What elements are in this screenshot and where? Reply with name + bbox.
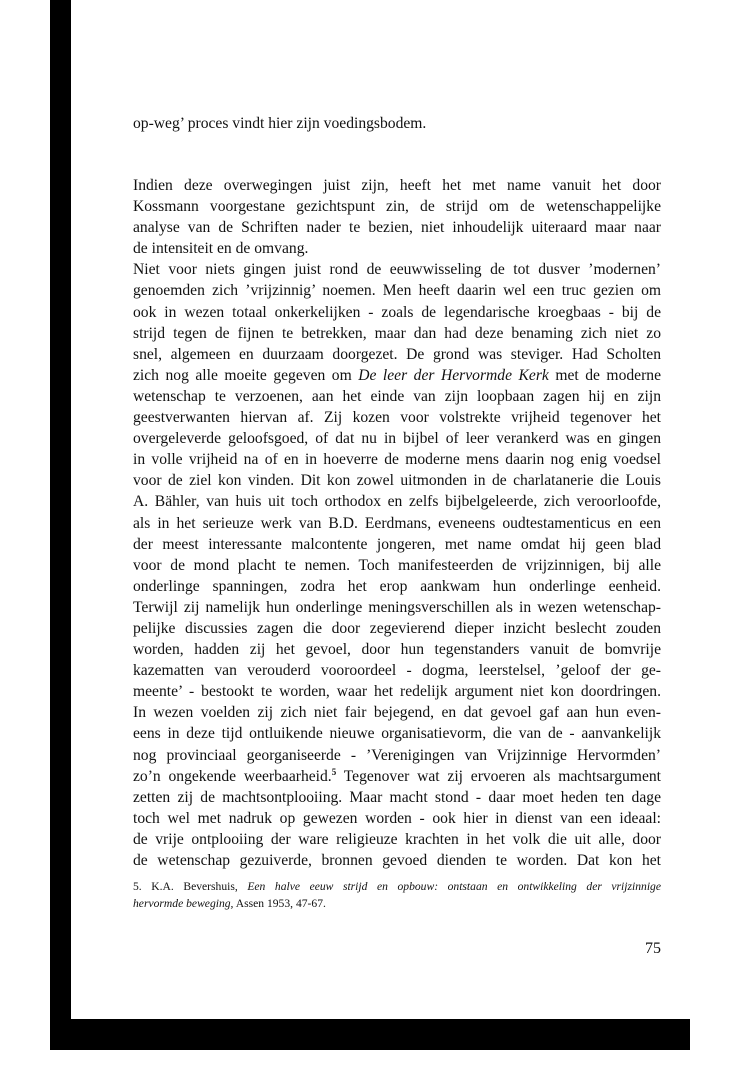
line-text: genoemden zich ’vrijzinnig’ noemen. Men heeft daarin wel een truc gezien om	[133, 282, 661, 300]
text-line	[133, 787, 661, 808]
line-text: de intensiteit en de omvang.	[133, 240, 309, 258]
text-line	[133, 534, 661, 555]
text-line	[133, 217, 661, 238]
scan-border-left	[50, 0, 71, 1050]
line-text: met de moderne	[548, 366, 661, 384]
line-text: nog provinciaal georganiseerde - ’Verenigingen van Vrijzinnige Hervormden’	[133, 746, 661, 764]
footnote-publication: Assen 1953, 47-67.	[233, 897, 326, 910]
text-line	[133, 344, 661, 365]
line-text: Terwijl zij namelijk hun onderlinge meningsverschillen als in wezen wetenschap-	[133, 598, 661, 616]
text-line	[133, 850, 661, 871]
text-line	[133, 723, 661, 744]
opening-line: op-weg’ proces vindt hier zijn voedingsbodem.	[133, 115, 427, 132]
line-text: overgeleverde geloofsgoed, of dat nu in bijbel of leer verankerd was en gingen	[133, 430, 661, 448]
text-line	[133, 639, 661, 660]
text-line	[133, 259, 661, 280]
text-line	[133, 386, 661, 407]
line-text: Indien deze overwegingen juist zijn, heeft het met name vanuit het door	[133, 177, 661, 194]
line-text: onderlinge spanningen, zodra het erop aankwam hun onderlinge eenheid.	[133, 577, 661, 595]
body-paragraphs	[133, 175, 661, 871]
footnote-reference: 5	[331, 766, 337, 777]
text-line	[133, 323, 661, 344]
italic-title: De leer der Hervormde Kerk	[358, 366, 549, 384]
footnote-author: 5. K.A. Bevershuis,	[133, 880, 248, 893]
text-line	[133, 702, 661, 723]
line-text: zetten zij de machtsontplooiing. Maar macht stond - daar moet heden ten dage	[133, 788, 661, 806]
text-line	[133, 302, 661, 323]
text-line	[133, 513, 661, 534]
text-line	[133, 491, 661, 512]
text-line	[133, 576, 661, 597]
line-text: meente’ - bestookt te worden, waar het redelijk argument niet kon doordringen.	[133, 683, 661, 701]
line-text: analyse van de Schriften nader te bezien, niet inhoudelijk uiteraard maar naar	[133, 219, 661, 237]
line-text: voor de mond placht te nemen. Toch manifesteerden de vrijzinnigen, bij alle	[133, 556, 661, 574]
line-text: ook in wezen totaal onkerkelijken - zoals de legendarische kroegbaas - bij de	[133, 303, 661, 321]
text-line	[133, 618, 661, 639]
opening-line-block	[133, 113, 661, 134]
text-line	[133, 660, 661, 681]
text-line	[133, 238, 661, 259]
line-text: in volle vrijheid na of en in hoeverre de moderne mens daarin nog enig voedsel	[133, 451, 661, 469]
line-text: snel, algemeen en duurzaam doorgezet. De grond was steviger. Had Scholten	[133, 345, 661, 363]
line-text: strijd tegen de fijnen te betrekken, maar dan had deze benaming zich niet zo	[133, 324, 661, 342]
line-text: wetenschap te verzoenen, aan het einde van zijn loopbaan zagen hij en zijn	[133, 387, 661, 405]
page-number: 75	[645, 940, 661, 957]
line-text: voor de ziel kon vinden. Dit kon zowel uitmonden in de charlatanerie die Louis	[133, 472, 661, 490]
line-text: A. Bähler, van huis uit toch orthodox en zelfs bijbelgeleerde, zich veroorloofde,	[133, 493, 661, 511]
text-line	[133, 428, 661, 449]
text-line	[133, 175, 661, 196]
line-text: geestverwanten hiervan af. Zij kozen voor volstrekte vrijheid tegenover het	[133, 409, 661, 427]
text-line	[133, 766, 661, 787]
scan-border-bottom	[50, 1019, 690, 1050]
text-line	[133, 829, 661, 850]
line-text: kazematten van verouderd vooroordeel - dogma, leerstelsel, ’geloof der ge-	[133, 662, 661, 680]
line-text: eens in deze tijd ontluikende nieuwe organisatievorm, die van de - aanvankelijk	[133, 725, 661, 743]
line-text: de wetenschap gezuiverde, bronnen gevoed dienden te worden. Dat kon het	[133, 852, 661, 869]
text-line	[133, 470, 661, 491]
text-line	[133, 745, 661, 766]
line-text: pelijke discussies zagen die door zegevierend dieper inzicht beslecht zouden	[133, 619, 661, 637]
footnote-line-1	[133, 878, 661, 895]
text-line	[133, 555, 661, 576]
line-text: In wezen voelden zij zich niet fair bejegend, en dat gevoel gaf aan hun even-	[133, 704, 661, 722]
text-line	[133, 681, 661, 702]
text-line	[133, 280, 661, 301]
line-text: Tegenover wat zij ervoeren als machtsargument	[336, 767, 661, 785]
line-text: de vrije ontplooiing der ware religieuze krachten in het volk die uit alle, door	[133, 830, 661, 848]
line-text: toch wel met nadruk op gewezen worden - ook hier in dienst van een ideaal:	[133, 809, 661, 827]
text-line	[133, 407, 661, 428]
text-line	[133, 196, 661, 217]
line-text: Kossmann voorgestane gezichtspunt zin, de strijd om de wetenschappelijke	[133, 198, 661, 216]
text-line	[133, 808, 661, 829]
text-line	[133, 365, 661, 386]
line-text: zo’n ongekende weerbaarheid.	[133, 767, 332, 785]
line-text: als in het serieuze werk van B.D. Eerdmans, eveneens oudtestamenticus en een	[133, 514, 661, 532]
text-line	[133, 597, 661, 618]
footnote-line-2	[133, 895, 661, 912]
line-text: der meest interessante malcontente jongeren, met name omdat hij geen blad	[133, 535, 661, 553]
footnote-title: Een halve eeuw strijd en opbouw: ontstaan en ontwikkeling der vrijzinnige	[247, 880, 661, 893]
line-text: worden, hadden zij het gevoel, door hun tegenstanders vanuit de bomvrije	[133, 641, 661, 659]
footnote	[133, 878, 661, 912]
line-text: zich nog alle moeite gegeven om	[133, 366, 359, 384]
line-text: Niet voor niets gingen juist rond de eeuwwisseling de tot dusver ’modernen’	[133, 261, 661, 279]
text-line	[133, 449, 661, 470]
footnote-title-cont: hervormde beweging,	[133, 897, 234, 910]
